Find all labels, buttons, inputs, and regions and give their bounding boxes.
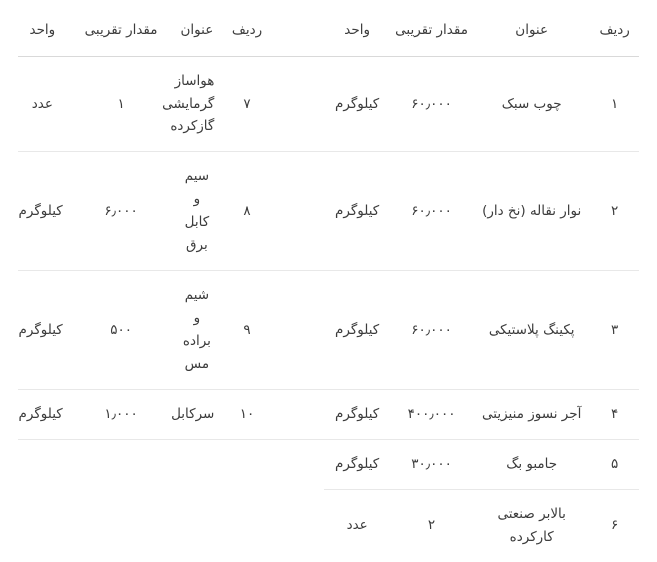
cell-row-right: ۶ (590, 489, 639, 561)
cell-unit-right: کیلوگرم (324, 271, 390, 390)
cell-row-left: ۸ (218, 152, 275, 271)
cell-title-right: پکینگ پلاستیکی (473, 271, 590, 390)
header-spacer (276, 8, 325, 56)
goods-table (18, 8, 639, 562)
header-amount-right: مقدار تقریبی (390, 8, 473, 56)
cell-title-left: شیم و براده مس (175, 271, 218, 390)
cell-spacer (276, 56, 325, 152)
cell-amount-right: ۳۰٫۰۰۰ (390, 439, 473, 489)
cell-spacer (276, 271, 325, 390)
cell-unit-left (18, 439, 67, 489)
cell-row-left (218, 439, 275, 489)
cell-unit-right: کیلوگرم (324, 56, 390, 152)
cell-spacer (276, 439, 325, 489)
header-unit-right: واحد (324, 8, 390, 56)
cell-row-right: ۳ (590, 271, 639, 390)
cell-unit-left: کیلوگرم (18, 271, 67, 390)
cell-row-right: ۱ (590, 56, 639, 152)
cell-amount-left: ۱ (67, 56, 176, 152)
cell-amount-right: ۲ (390, 489, 473, 561)
cell-unit-left: عدد (18, 56, 67, 152)
cell-row-left: ۱۰ (218, 389, 275, 439)
table-row (18, 152, 639, 271)
cell-row-right: ۲ (590, 152, 639, 271)
cell-title-left (175, 489, 218, 561)
cell-unit-left: کیلوگرم (18, 152, 67, 271)
header-row-right: ردیف (590, 8, 639, 56)
cell-unit-right: کیلوگرم (324, 439, 390, 489)
header-unit-left: واحد (18, 8, 67, 56)
cell-amount-right: ۶۰٫۰۰۰ (390, 56, 473, 152)
cell-amount-right: ۶۰٫۰۰۰ (390, 152, 473, 271)
cell-amount-left (67, 489, 176, 561)
cell-title-right: آجر نسوز منیزیتی (473, 389, 590, 439)
cell-title-right: بالابر صنعتی کارکرده (473, 489, 590, 561)
cell-unit-right: عدد (324, 489, 390, 561)
cell-spacer (276, 152, 325, 271)
cell-spacer (276, 389, 325, 439)
cell-title-left: هواساز گرمایشی گازکرده (175, 56, 218, 152)
cell-unit-right: کیلوگرم (324, 152, 390, 271)
cell-spacer (276, 489, 325, 561)
table-header-row (18, 8, 639, 56)
cell-row-left: ۷ (218, 56, 275, 152)
cell-title-right: چوب سبک (473, 56, 590, 152)
table-row (18, 439, 639, 489)
cell-row-right: ۴ (590, 389, 639, 439)
header-title-right: عنوان (473, 8, 590, 56)
cell-row-left (218, 489, 275, 561)
cell-title-left: سرکابل (175, 389, 218, 439)
table-row (18, 489, 639, 561)
cell-amount-left: ۵۰۰ (67, 271, 176, 390)
cell-row-right: ۵ (590, 439, 639, 489)
header-amount-left: مقدار تقریبی (67, 8, 176, 56)
cell-title-right: نوار نقاله (نخ دار) (473, 152, 590, 271)
cell-unit-left (18, 489, 67, 561)
table-row (18, 389, 639, 439)
cell-title-left (175, 439, 218, 489)
cell-title-right: جامبو بگ (473, 439, 590, 489)
cell-row-left: ۹ (218, 271, 275, 390)
cell-amount-left: ۱٫۰۰۰ (67, 389, 176, 439)
cell-amount-right: ۴۰۰٫۰۰۰ (390, 389, 473, 439)
table-row (18, 271, 639, 390)
table-row (18, 56, 639, 152)
cell-amount-right: ۶۰٫۰۰۰ (390, 271, 473, 390)
cell-amount-left (67, 439, 176, 489)
cell-unit-right: کیلوگرم (324, 389, 390, 439)
cell-unit-left: کیلوگرم (18, 389, 67, 439)
cell-title-left: سیم و کابل برق (175, 152, 218, 271)
cell-amount-left: ۶٫۰۰۰ (67, 152, 176, 271)
table-header (18, 8, 639, 56)
table-body (18, 56, 639, 562)
header-row-left: ردیف (218, 8, 275, 56)
header-title-left: عنوان (175, 8, 218, 56)
